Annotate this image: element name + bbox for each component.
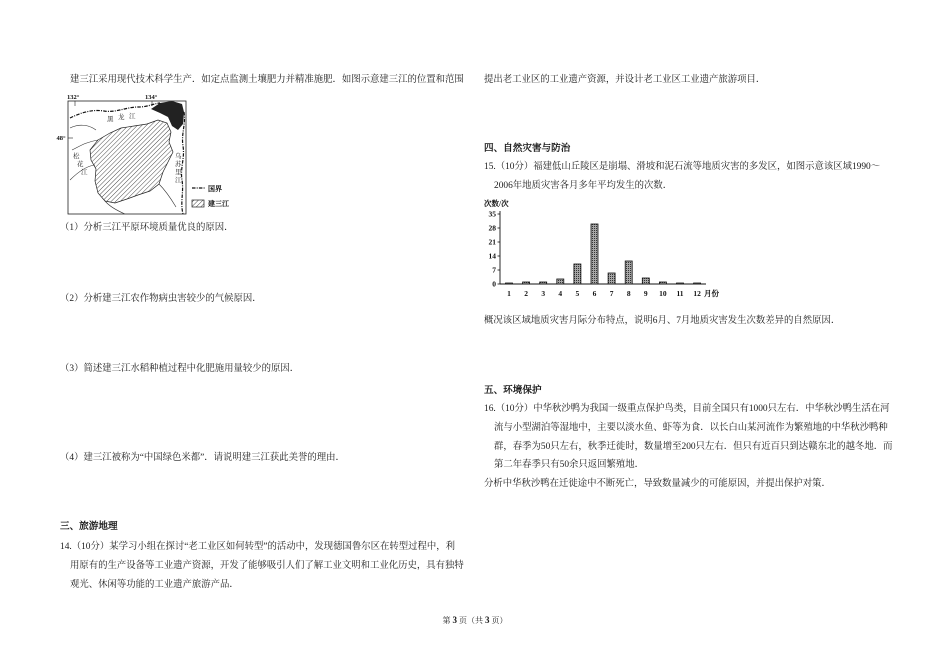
bar-month-3 xyxy=(540,282,547,284)
bar-month-1 xyxy=(506,283,513,284)
footer-middle: 页（共 xyxy=(459,616,483,625)
question-13-1: （1）分析三江平原环境质量优良的原因． xyxy=(60,223,234,233)
section-heading-environment: 五、环境保护 xyxy=(484,385,542,396)
y-tick-label: 21 xyxy=(488,237,496,247)
chart-marks xyxy=(489,210,702,298)
map-label-jiang: 江 xyxy=(129,113,136,120)
x-tick-label: 11 xyxy=(676,289,684,298)
page-footer xyxy=(0,614,950,627)
map-label-jiang: 江 xyxy=(175,177,182,184)
bar-month-10 xyxy=(659,282,666,284)
question-13-3: （3）简述建三江水稻种植过程中化肥施用量较少的原因． xyxy=(60,364,300,374)
x-tick-label: 7 xyxy=(609,289,614,298)
x-tick-label: 4 xyxy=(558,289,563,298)
longitude-132-label: 132° xyxy=(67,94,80,101)
legend-border-label: 国界 xyxy=(208,185,222,193)
x-tick-label: 6 xyxy=(592,289,597,298)
longitude-134-label: 134° xyxy=(145,94,158,101)
map-label-jiang: 江 xyxy=(81,169,88,176)
question-14-line: 14.（10分）某学习小组在探讨“老工业区如何转型”的活动中，发现德国鲁尔区在转型过程中，利 xyxy=(60,542,456,552)
footer-page-number: 3 xyxy=(452,615,457,625)
question-16-line: 第二年春季只有50余只返回繁殖地． xyxy=(494,460,645,470)
section-heading-tourism: 三、旅游地理 xyxy=(60,521,118,532)
x-tick-label: 12 xyxy=(693,289,701,298)
question-15-task: 概况该区域地质灾害月际分布特点，说明6月、7月地质灾害发生次数差异的自然原因． xyxy=(484,316,841,326)
bar-month-2 xyxy=(523,282,530,284)
x-tick-label: 9 xyxy=(643,289,648,298)
question-15-line: 2006年地质灾害各月多年平均发生的次数． xyxy=(494,181,673,191)
chart-y-axis-label: 次数/次 xyxy=(484,199,509,208)
footer-prefix: 第 xyxy=(442,616,451,625)
bar-month-7 xyxy=(608,273,615,284)
question-13-4: （4）建三江被称为“中国绿色米都”．请说明建三江获此美誉的理由． xyxy=(60,453,345,463)
x-tick-label: 8 xyxy=(626,289,631,298)
map-label-su: 苏 xyxy=(175,161,182,168)
x-tick-label: 3 xyxy=(541,289,546,298)
latitude-48-label: 48° xyxy=(56,135,66,142)
footer-total-pages: 3 xyxy=(485,615,490,625)
y-tick-label: 14 xyxy=(488,251,496,261)
question-16-line: 16.（10分）中华秋沙鸭为我国一级重点保护鸟类，目前全国只有1000只左右．中华秋沙鸭生活在河 xyxy=(484,404,890,414)
legend-area-label: 建三江 xyxy=(208,200,229,208)
bar-month-6 xyxy=(591,224,598,284)
question-16-line: 流与小型湖泊等湿地中，主要以淡水鱼、虾等为食．以长白山某河流作为繁殖地的中华秋沙鸭种 xyxy=(494,423,888,433)
y-tick-label: 28 xyxy=(488,223,496,233)
y-tick-label: 0 xyxy=(492,279,496,289)
bar-month-5 xyxy=(574,264,581,284)
jiansanjiang-location-map xyxy=(56,90,236,218)
question-15-line: 15.（10分）福建低山丘陵区是崩塌、滑坡和泥石流等地质灾害的多发区，如图示意该区域1990～ xyxy=(484,162,881,172)
legend-area-symbol xyxy=(192,200,204,207)
question-13-2: （2）分析建三江农作物病虫害较少的气候原因． xyxy=(60,294,262,304)
footer-suffix: 页） xyxy=(491,616,508,625)
question-16-line: 群，春季为50只左右，秋季迁徙时，数量增至200只左右．但只有近百只到达赣东北的越冬地．而 xyxy=(494,442,893,452)
x-tick-label: 10 xyxy=(659,289,667,298)
bar-month-11 xyxy=(677,283,684,284)
map-label-song: 松 xyxy=(73,153,80,160)
bar-month-9 xyxy=(642,278,649,284)
map-label-long: 龙 xyxy=(118,114,125,121)
bar-month-4 xyxy=(557,279,564,284)
y-tick-label: 35 xyxy=(488,209,496,219)
chart-x-axis-label: 月份 xyxy=(704,289,719,298)
y-tick-label: 7 xyxy=(492,265,496,275)
question-16-task: 分析中华秋沙鸭在迁徙途中不断死亡，导致数量减少的可能原因，并提出保护对策． xyxy=(484,479,831,489)
map-label-hei: 黑 xyxy=(107,116,114,123)
section-heading-disasters: 四、自然灾害与防治 xyxy=(484,143,571,154)
x-tick-label: 1 xyxy=(507,289,511,298)
map-label-hua: 花 xyxy=(77,161,84,168)
x-tick-label: 2 xyxy=(524,289,528,298)
question-14-line: 观光、休闲等功能的工业遗产旅游产品． xyxy=(70,580,239,590)
map-label-li: 里 xyxy=(175,169,182,176)
bar-month-8 xyxy=(625,261,632,284)
intro-text: 建三江采用现代技术科学生产．如定点监测土壤肥力并精准施肥．如图示意建三江的位置和范围 xyxy=(70,75,464,85)
question-14-line: 用原有的生产设备等工业遗产资源，开发了能够吸引人们了解工业文明和工业化历史，具有独特 xyxy=(70,561,464,571)
disaster-monthly-bar-chart xyxy=(480,192,725,300)
question-14-task: 提出老工业区的工业遗产资源，并设计老工业区工业遗产旅游项目． xyxy=(484,75,766,85)
x-tick-label: 5 xyxy=(575,289,580,298)
bar-month-12 xyxy=(694,283,701,284)
map-label-wu: 乌 xyxy=(175,153,182,160)
